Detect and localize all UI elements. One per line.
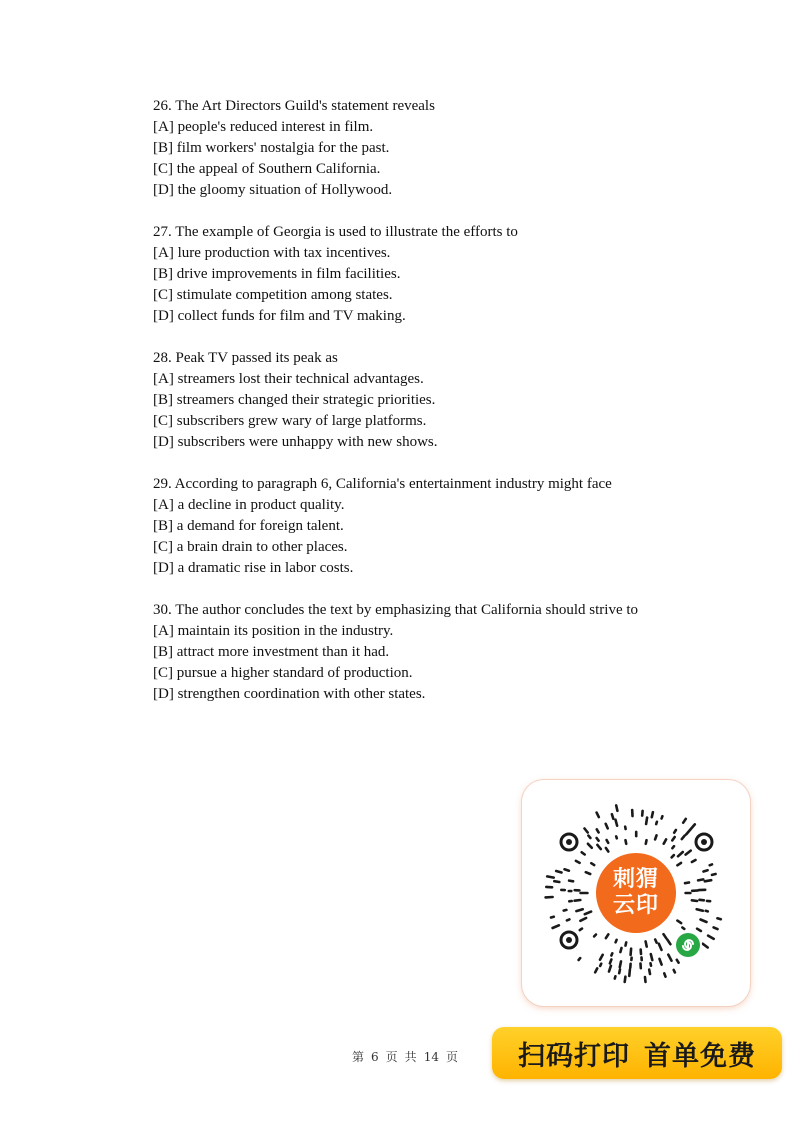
qr-module (616, 820, 618, 826)
qr-module (664, 973, 665, 976)
qr-module (610, 960, 612, 964)
option-c: [C] pursue a higher standard of production. (153, 665, 413, 681)
qr-module (690, 824, 694, 829)
qr-module (588, 836, 590, 838)
qr-module (547, 876, 554, 877)
qr-module (672, 846, 674, 848)
qr-module (606, 934, 608, 938)
qr-module (646, 840, 647, 844)
qr-finder-top-left (561, 834, 577, 850)
page-footer (352, 1048, 465, 1065)
qr-module (700, 900, 704, 901)
qr-badge-label (597, 856, 675, 930)
question-27 (153, 222, 753, 327)
qr-finder-bottom-left (561, 932, 577, 948)
qr-module (600, 964, 601, 966)
qr-module (662, 816, 663, 818)
qr-module (631, 949, 632, 955)
qr-module (656, 822, 657, 824)
page-unit: 页 (385, 1050, 398, 1064)
qr-module (616, 805, 617, 810)
option-a: [A] people's reduced interest in film. (153, 119, 374, 135)
qr-module (703, 944, 708, 948)
option-c: [C] stimulate competition among states. (153, 287, 393, 303)
option-a: [A] lure production with tax incentives. (153, 245, 391, 261)
qr-module (600, 955, 603, 960)
qr-module (606, 848, 608, 852)
qr-module (625, 977, 626, 982)
question-stem: 30. The author concludes the text by emphasizing that California should strive to (153, 602, 639, 618)
question-28 (153, 348, 753, 453)
badge-line-2: 云印 (612, 893, 659, 918)
question-stem: 26. The Art Directors Guild's statement reveals (153, 98, 435, 114)
qr-module (686, 830, 690, 834)
qr-module (567, 919, 570, 920)
qr-module (692, 900, 697, 901)
option-d: [D] strengthen coordination with other states. (153, 686, 426, 702)
qr-module (646, 818, 647, 824)
qr-module (612, 814, 613, 819)
print-promo-banner[interactable] (492, 1027, 782, 1079)
qr-module (588, 844, 592, 848)
total-prefix: 共 (404, 1050, 417, 1064)
option-b: [B] streamers changed their strategic priorities. (153, 392, 436, 408)
qr-module (710, 864, 712, 865)
qr-module (586, 872, 590, 874)
badge-line-1: 刺猬 (612, 867, 659, 892)
qr-module (674, 830, 676, 833)
qr-module (597, 813, 599, 818)
qr-module (686, 851, 691, 855)
qr-finder-top-right (696, 834, 712, 850)
qr-module (660, 959, 662, 965)
qr-module (580, 918, 586, 921)
qr-module (678, 852, 683, 856)
qr-module (706, 911, 708, 912)
qr-module (611, 953, 612, 955)
qr-module (594, 935, 596, 937)
qr-module (701, 920, 707, 923)
question-stem: 27. The example of Georgia is used to illustrate the efforts to (153, 224, 518, 240)
qr-module (697, 929, 701, 931)
banner-right-text: 首单免费 (644, 1040, 756, 1072)
qr-module (597, 829, 599, 832)
question-stem: 28. Peak TV passed its peak as (153, 350, 338, 366)
qr-module (591, 863, 594, 865)
qr-module (645, 977, 646, 982)
qr-module (576, 861, 580, 863)
qr-module (659, 944, 662, 950)
qr-module (717, 918, 720, 919)
qr-module (697, 909, 703, 911)
question-30 (153, 600, 753, 705)
qr-module (629, 970, 630, 976)
qr-module (553, 925, 559, 928)
qr-module (646, 941, 647, 946)
qr-module (685, 883, 689, 884)
option-d: [D] collect funds for film and TV making. (153, 308, 406, 324)
option-b: [B] film workers' nostalgia for the past. (153, 140, 390, 156)
qr-module (714, 927, 718, 929)
qr-module (664, 934, 667, 938)
qr-module (575, 900, 581, 901)
option-a: [A] a decline in product quality. (153, 497, 345, 513)
question-list (153, 96, 753, 726)
qr-module (580, 929, 582, 931)
qr-module (616, 940, 617, 943)
option-d: [D] the gloomy situation of Hollywood. (153, 182, 393, 198)
footer-prefix: 第 (352, 1050, 365, 1064)
option-b: [B] attract more investment than it had. (153, 644, 390, 660)
qr-module (652, 812, 653, 817)
option-c: [C] the appeal of Southern California. (153, 161, 381, 177)
qr-module (585, 829, 588, 833)
qr-module (564, 910, 567, 911)
qr-module (585, 912, 591, 915)
question-26 (153, 96, 753, 201)
qr-module (712, 874, 716, 875)
qr-module (682, 836, 685, 840)
qr-module (565, 869, 569, 870)
option-c: [C] a brain drain to other places. (153, 539, 348, 555)
qr-module (704, 870, 708, 871)
qr-module (708, 936, 714, 939)
option-a: [A] streamers lost their technical advantages. (153, 371, 424, 387)
question-29 (153, 474, 753, 579)
option-d: [D] a dramatic rise in labor costs. (153, 560, 354, 576)
qr-module (579, 958, 581, 960)
qr-module (597, 845, 600, 849)
qr-module (582, 852, 585, 854)
option-a: [A] maintain its position in the industry. (153, 623, 394, 639)
qr-module (664, 839, 666, 843)
banner-left-text: 扫码打印 (518, 1040, 630, 1072)
qr-module (626, 840, 627, 844)
mini-program-icon (674, 931, 702, 959)
qr-module (677, 921, 681, 924)
qr-module (620, 961, 621, 967)
option-b: [B] a demand for foreign talent. (153, 518, 344, 534)
qr-module (595, 968, 597, 972)
qr-module (551, 917, 554, 918)
qr-code-card[interactable] (522, 780, 750, 1006)
qr-module (668, 955, 671, 961)
qr-module (616, 836, 617, 838)
qr-module (651, 963, 652, 965)
qr-module (607, 840, 609, 843)
qr-module (651, 954, 653, 960)
qr-module (674, 970, 675, 973)
option-d: [D] subscribers were unhappy with new shows. (153, 434, 438, 450)
qr-module (667, 940, 670, 945)
option-c: [C] subscribers grew wary of large platforms. (153, 413, 427, 429)
qr-module (677, 863, 681, 865)
qr-module (682, 928, 684, 929)
qr-module (597, 838, 599, 841)
qr-module (698, 879, 703, 880)
qr-module (619, 969, 620, 973)
qr-module (554, 881, 559, 882)
qr-module (609, 966, 611, 972)
qr-module (692, 860, 696, 862)
qr-module (606, 824, 608, 829)
qr-module (677, 960, 679, 963)
qr-module (569, 881, 573, 882)
qr-module (705, 880, 711, 881)
qr-module (655, 940, 656, 943)
question-stem: 29. According to paragraph 6, California's entertainment industry might face (153, 476, 612, 492)
option-b: [B] drive improvements in film facilities. (153, 266, 401, 282)
qr-module (672, 837, 674, 840)
qr-module (556, 871, 561, 873)
page-number: 6 (371, 1050, 379, 1064)
qr-module (620, 948, 621, 952)
total-unit: 页 (445, 1050, 458, 1064)
qr-module (615, 976, 616, 978)
qr-module (626, 942, 627, 945)
total-pages: 14 (423, 1050, 439, 1064)
qr-module (683, 819, 686, 823)
qr-module (649, 970, 650, 974)
qr-module (655, 835, 656, 839)
qr-module (576, 909, 582, 911)
